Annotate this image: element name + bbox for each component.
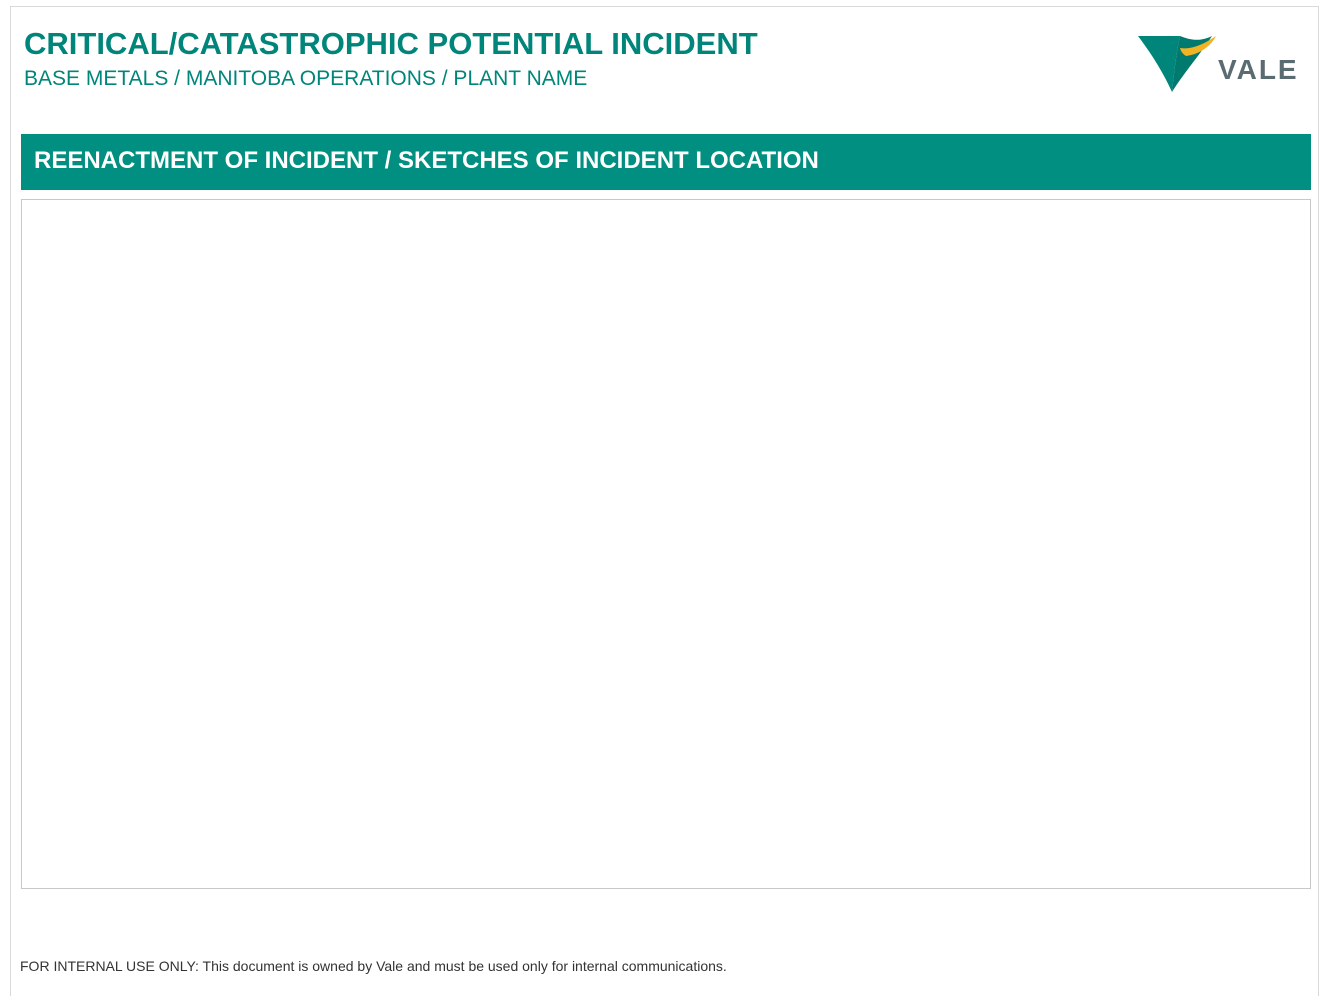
vale-logo xyxy=(1136,30,1299,94)
page-subtitle: BASE METALS / MANITOBA OPERATIONS / PLANT NAME xyxy=(24,67,588,90)
sketch-area[interactable] xyxy=(21,199,1311,889)
section-header xyxy=(21,134,1311,190)
page-title: CRITICAL/CATASTROPHIC POTENTIAL INCIDENT xyxy=(24,26,758,61)
footer-disclaimer: FOR INTERNAL USE ONLY: This document is owned by Vale and must be used only for internal communications. xyxy=(20,958,727,974)
logo-text: VALE xyxy=(1218,54,1299,85)
section-title: REENACTMENT OF INCIDENT / SKETCHES OF INCIDENT LOCATION xyxy=(34,147,819,174)
vale-v-icon xyxy=(1136,30,1218,94)
